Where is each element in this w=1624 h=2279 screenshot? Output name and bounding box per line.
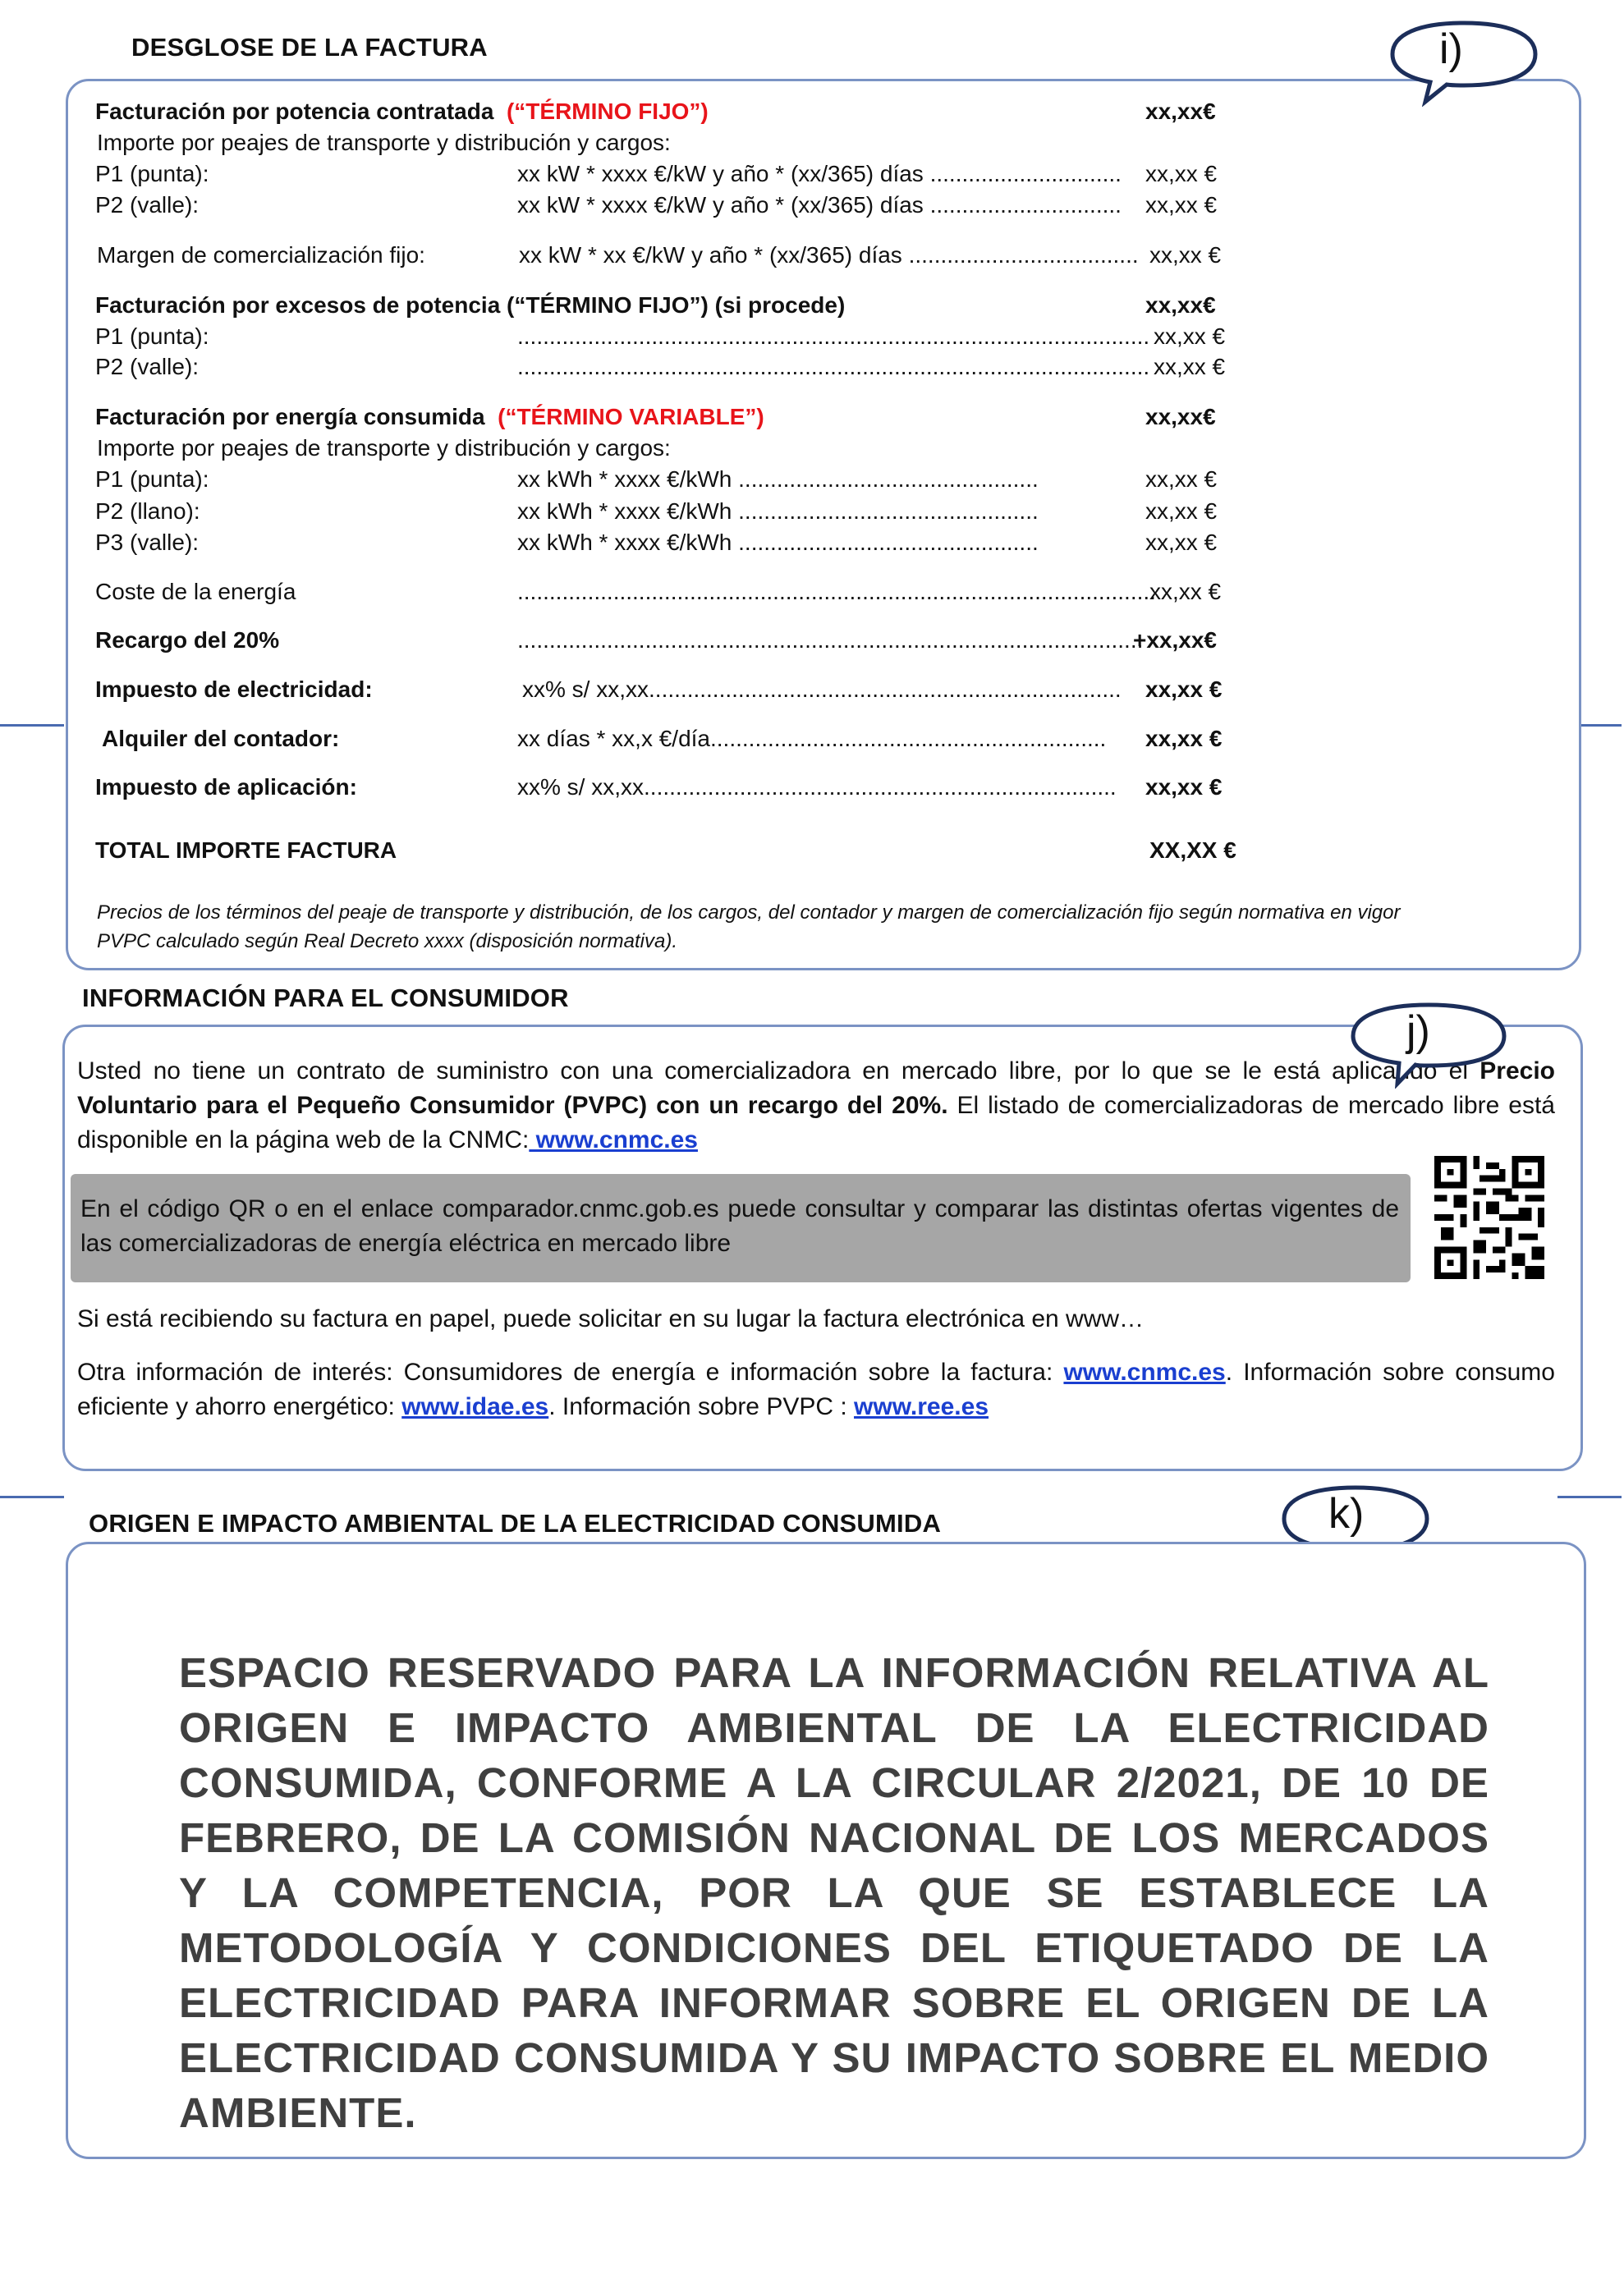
origin-reserved-text: ESPACIO RESERVADO PARA LA INFORMACIÓN RELATIVA AL ORIGEN E IMPACTO AMBIENTAL DE LA ELECTRICIDAD CONSUMIDA, CONFORME A LA CIRCULAR 2/2021, DE 10 DE FEBRERO, DE LA COMISIÓN NACIONAL DE LOS MERCADOS Y LA COMPETENCIA, POR LA QUE SE ESTABLECE LA METODOLOGÍA Y CONDICIONES DEL ETIQUETADO DE LA ELECTRICIDAD PARA INFORMAR SOBRE EL ORIGEN DE LA ELECTRICIDAD CONSUMIDA Y SU IMPACTO SOBRE EL MEDIO AMBIENTE. (179, 1649, 1489, 2136)
power-label: Facturación por potencia contratada (95, 99, 494, 124)
electricity-tax-amount: xx,xx € (1145, 676, 1223, 702)
energy-p3-amount: xx,xx € (1145, 530, 1218, 555)
excess-p1-dots: ................................................................................................... (517, 323, 1150, 349)
margin-marker-right-2 (1557, 1496, 1622, 1498)
excess-p1-label: P1 (punta): (95, 323, 209, 349)
excess-p2-amount: xx,xx € (1154, 354, 1226, 379)
meter-formula: xx días * xx,x €/día.............................................................. (517, 726, 1107, 751)
power-p2-amount: xx,xx € (1145, 192, 1218, 218)
total-label: TOTAL IMPORTE FACTURA (95, 837, 397, 863)
ree-link[interactable]: www.ree.es (854, 1393, 989, 1420)
total-amount: XX,XX € (1149, 837, 1236, 863)
application-tax-label: Impuesto de aplicación: (95, 774, 357, 800)
power-p2-formula: xx kW * xxxx €/kW y año * (xx/365) días .............................. (517, 192, 1122, 218)
callout-label-i: i) (1439, 25, 1463, 73)
other-info-c: . Información sobre PVPC : (548, 1393, 855, 1420)
power-p1-amount: xx,xx € (1145, 161, 1218, 186)
consumer-title: INFORMACIÓN PARA EL CONSUMIDOR (82, 984, 569, 1012)
excess-heading: Facturación por excesos de potencia (“TÉRMINO FIJO”) (si procede) (95, 292, 846, 318)
excess-total: xx,xx€ (1145, 292, 1216, 318)
application-tax-amount: xx,xx € (1145, 774, 1223, 800)
breakdown-title: DESGLOSE DE LA FACTURA (131, 33, 488, 62)
energy-cost-amount: xx,xx € (1149, 579, 1222, 604)
surcharge-dots: .................................................................................................. (517, 627, 1144, 653)
energy-cost-label: Coste de la energía (95, 579, 296, 604)
callout-label-k: k) (1328, 1490, 1365, 1538)
cnmc-link[interactable]: www.cnmc.es (529, 1126, 698, 1153)
margin-formula: xx kW * xx €/kW y año * (xx/365) días .................................... (519, 242, 1139, 268)
margin-label: Margen de comercialización fijo: (97, 242, 425, 268)
power-subheading: Importe por peajes de transporte y distribución y cargos: (97, 130, 671, 155)
consumer-intro-a: Usted no tiene un contrato de suministro con una comercializadora en mercado libre, por lo que se le está aplicando el (77, 1057, 1480, 1084)
energy-label: Facturación por energía consumida (95, 404, 485, 429)
electricity-tax-label: Impuesto de electricidad: (95, 676, 373, 702)
pricing-note-2: PVPC calculado según Real Decreto xxxx (disposición normativa). (97, 930, 677, 952)
power-total: xx,xx€ (1145, 99, 1216, 124)
other-info-b: . Información sobre consumo eficiente y ahorro energético: (77, 1359, 1555, 1420)
margin-amount: xx,xx € (1149, 242, 1222, 268)
energy-p2-label: P2 (llano): (95, 498, 200, 524)
consumer-intro-pvpc: Precio Voluntario para el Pequeño Consumidor (PVPC) con un recargo del 20%. (77, 1057, 1555, 1119)
energy-p1-formula: xx kWh * xxxx €/kWh ............................................... (517, 466, 1039, 492)
electricity-tax-formula: xx% s/ xx,xx.......................................................................... (522, 676, 1122, 702)
margin-marker-left-1 (0, 724, 64, 727)
power-p2-label: P2 (valle): (95, 192, 200, 218)
power-tag: (“TÉRMINO FIJO”) (506, 99, 709, 124)
meter-amount: xx,xx € (1145, 726, 1223, 751)
energy-tag: (“TÉRMINO VARIABLE”) (498, 404, 764, 429)
other-info (77, 1355, 1555, 1424)
energy-p3-formula: xx kWh * xxxx €/kWh ............................................... (517, 530, 1039, 555)
pricing-note-1: Precios de los términos del peaje de transporte y distribución, de los cargos, del contador y margen de comercialización fijo según normativa en vigor (97, 901, 1401, 924)
energy-cost-dots: .................................................................................................... (517, 579, 1156, 604)
meter-label: Alquiler del contador: (102, 726, 340, 751)
consumer-intro (77, 1054, 1555, 1158)
power-p1-label: P1 (punta): (95, 161, 209, 186)
energy-total: xx,xx€ (1145, 404, 1216, 429)
other-info-a: Otra información de interés: Consumidores de energía e información sobre la factura: (77, 1359, 1064, 1386)
energy-p1-label: P1 (punta): (95, 466, 209, 492)
surcharge-amount: +xx,xx€ (1133, 627, 1217, 653)
energy-p3-label: P3 (valle): (95, 530, 200, 555)
energy-subheading: Importe por peajes de transporte y distribución y cargos: (97, 435, 671, 461)
energy-p1-amount: xx,xx € (1145, 466, 1218, 492)
power-p1-formula: xx kW * xxxx €/kW y año * (xx/365) días .............................. (517, 161, 1122, 186)
cnmc-link-2[interactable]: www.cnmc.es (1063, 1359, 1226, 1386)
callout-label-j: j) (1406, 1007, 1430, 1055)
qr-info-text: En el código QR o en el enlace comparador.cnmc.gob.es puede consultar y comparar las distintas ofertas vigentes de las comercializadoras de energía eléctrica en mercado libre (80, 1195, 1399, 1257)
power-heading (95, 99, 709, 125)
energy-p2-formula: xx kWh * xxxx €/kWh ............................................... (517, 498, 1039, 524)
surcharge-label: Recargo del 20% (95, 627, 280, 653)
excess-p2-dots: ................................................................................................... (517, 354, 1150, 379)
callout-bubble-i (1386, 16, 1542, 107)
qr-code-icon[interactable] (1434, 1156, 1545, 1279)
idae-link[interactable]: www.idae.es (401, 1393, 549, 1420)
consumer-intro-c: El listado de comercializadoras de mercado libre está disponible en la página web de la CNMC: (77, 1092, 1555, 1153)
energy-p2-amount: xx,xx € (1145, 498, 1218, 524)
application-tax-formula: xx% s/ xx,xx.......................................................................... (517, 774, 1117, 800)
energy-heading (95, 404, 764, 430)
excess-p1-amount: xx,xx € (1154, 323, 1226, 349)
paper-invoice-text: Si está recibiendo su factura en papel, puede solicitar en su lugar la factura electrónica en www… (77, 1305, 1145, 1332)
excess-p2-label: P2 (valle): (95, 354, 200, 379)
margin-marker-left-2 (0, 1496, 64, 1498)
origin-title: ORIGEN E IMPACTO AMBIENTAL DE LA ELECTRICIDAD CONSUMIDA (89, 1509, 942, 1538)
